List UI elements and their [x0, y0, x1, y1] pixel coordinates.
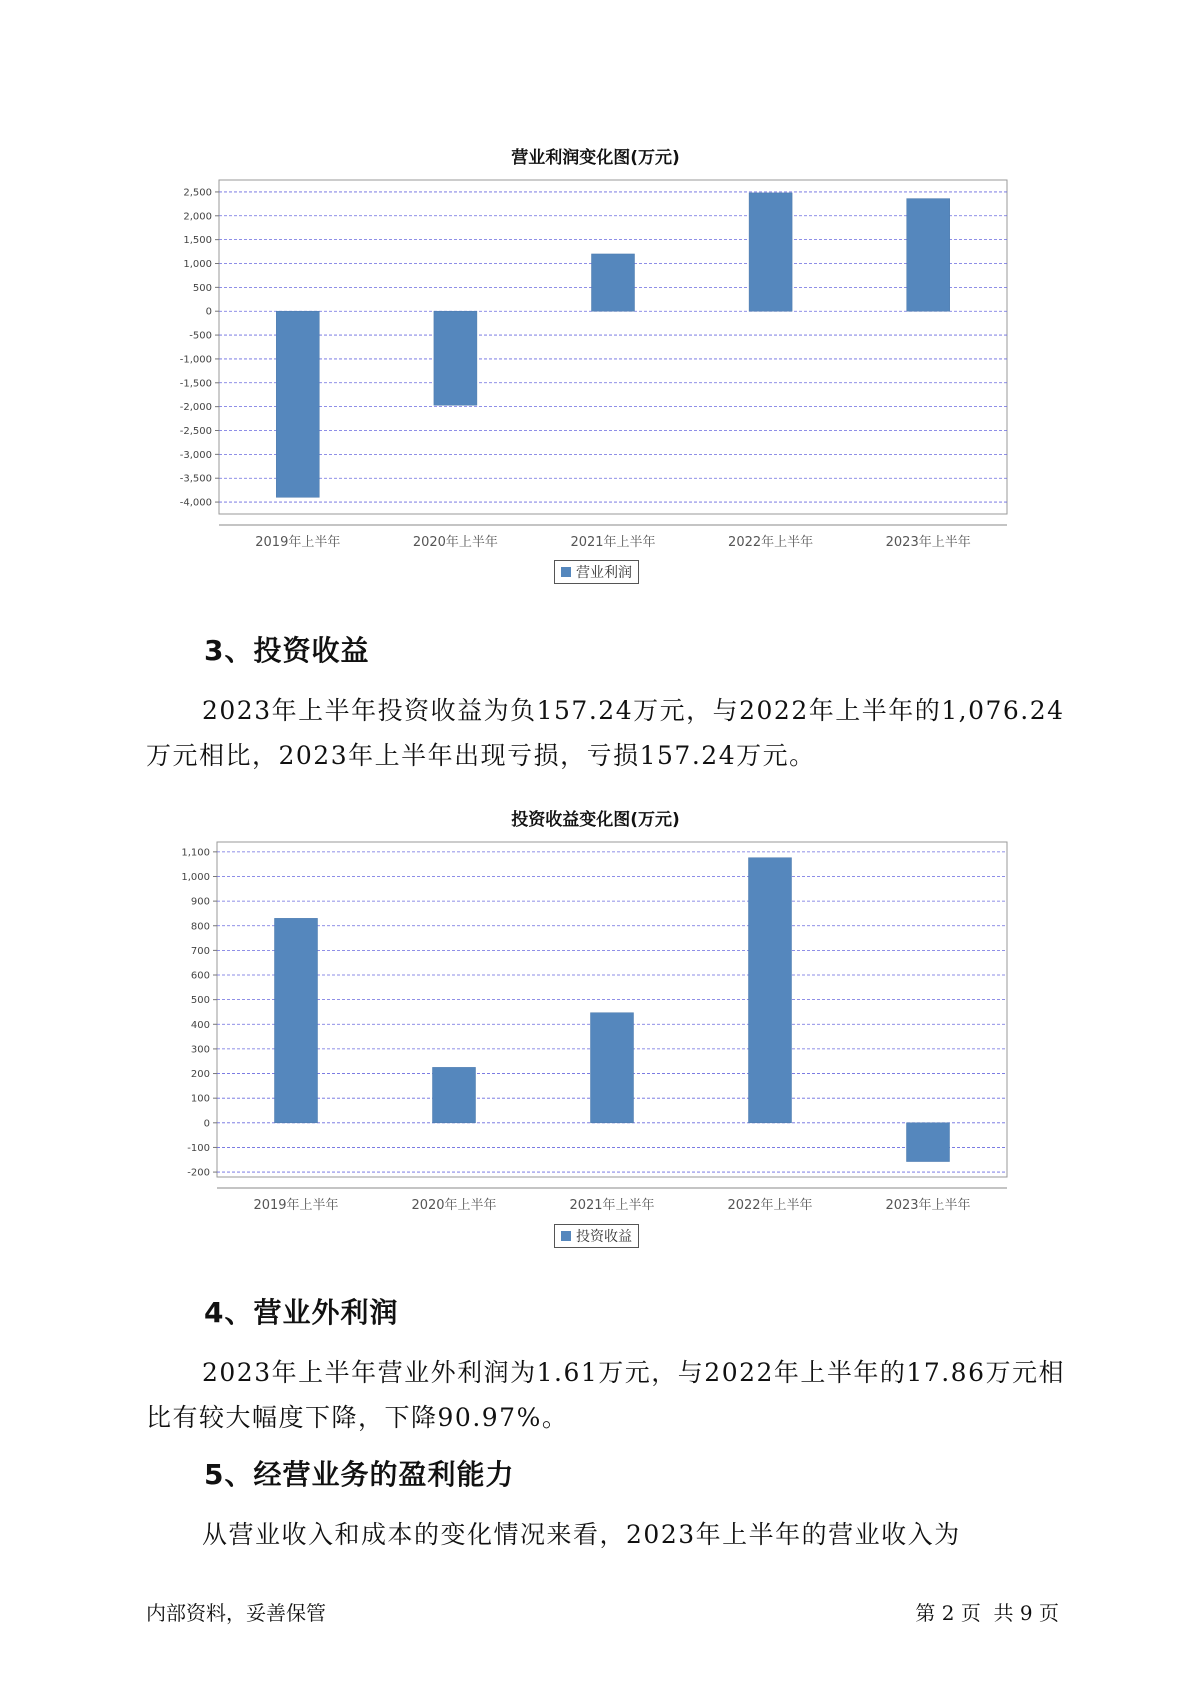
- bar: [433, 1067, 476, 1122]
- x-category-label: 2021年上半年: [569, 1198, 655, 1213]
- x-category-label: 2019年上半年: [255, 535, 341, 550]
- y-tick-label: 2,500: [183, 187, 212, 199]
- paragraph-investment-line2: 万元相比，2023年上半年出现亏损，亏损157.24万元。: [146, 741, 816, 770]
- legend-label: 营业利润: [576, 565, 632, 581]
- y-tick-label: 100: [190, 1093, 210, 1105]
- y-tick-label: 500: [192, 282, 212, 294]
- bar: [275, 918, 318, 1122]
- y-tick-label: 200: [190, 1069, 210, 1081]
- x-category-label: 2020年上半年: [412, 535, 498, 550]
- x-category-label: 2023年上半年: [885, 1198, 971, 1213]
- y-tick-label: -3,500: [179, 473, 212, 485]
- y-tick-label: -200: [187, 1167, 210, 1179]
- y-tick-label: 700: [190, 945, 210, 957]
- y-tick-label: 1,500: [183, 235, 212, 247]
- x-category-label: 2022年上半年: [727, 1198, 813, 1213]
- operating-profit-chart: [0, 170, 1191, 570]
- y-tick-label: 500: [190, 995, 210, 1007]
- plot-area: [219, 180, 1007, 514]
- y-tick-label: 600: [190, 970, 210, 982]
- y-tick-label: 1,000: [181, 871, 210, 883]
- x-category-label: 2022年上半年: [728, 535, 814, 550]
- legend-investment-income: [554, 1224, 639, 1248]
- plot-area: [217, 842, 1007, 1177]
- section-heading-investment-income: 3、投资收益: [204, 634, 370, 667]
- y-tick-label: -4,000: [179, 497, 212, 509]
- chart-title-operating-profit: 营业利润变化图(万元): [511, 148, 680, 168]
- bar: [592, 254, 635, 311]
- x-category-label: 2020年上半年: [411, 1198, 497, 1213]
- y-tick-label: -1,500: [179, 378, 212, 390]
- section-heading-profitability: 5、经营业务的盈利能力: [204, 1458, 515, 1491]
- section-heading-non-operating-profit: 4、营业外利润: [204, 1296, 399, 1329]
- legend-swatch: [561, 1231, 571, 1241]
- y-tick-label: -2,000: [179, 402, 212, 414]
- chart-title-investment-income: 投资收益变化图(万元): [511, 810, 680, 830]
- y-tick-label: 2,000: [183, 211, 212, 223]
- y-tick-label: 900: [190, 896, 210, 908]
- y-tick-label: 800: [190, 921, 210, 933]
- y-tick-label: -3,000: [179, 449, 212, 461]
- y-tick-label: 1,100: [181, 847, 210, 859]
- y-tick-label: -1,000: [179, 354, 212, 366]
- bar: [749, 858, 792, 1123]
- y-tick-label: 400: [190, 1019, 210, 1031]
- y-tick-label: 0: [203, 1118, 210, 1130]
- bar: [591, 1013, 634, 1123]
- x-category-label: 2023年上半年: [885, 535, 971, 550]
- paragraph-non-operating-line1: 2023年上半年营业外利润为1.61万元，与2022年上半年的17.86万元相: [202, 1358, 1065, 1387]
- bar: [276, 311, 319, 497]
- y-tick-label: 0: [205, 306, 212, 318]
- bar: [907, 199, 950, 312]
- legend-swatch: [561, 567, 571, 577]
- x-category-label: 2019年上半年: [253, 1198, 339, 1213]
- paragraph-investment-line1: 2023年上半年投资收益为负157.24万元，与2022年上半年的1,076.24: [202, 696, 1065, 725]
- x-category-label: 2021年上半年: [570, 535, 656, 550]
- footer-page-number: 第 2 页 共 9 页: [915, 1601, 1059, 1625]
- y-tick-label: 1,000: [183, 259, 212, 270]
- legend-label: 投资收益: [576, 1229, 632, 1245]
- bar: [434, 311, 477, 405]
- legend-operating-profit: [554, 560, 639, 584]
- footer-confidential-note: 内部资料，妥善保管: [146, 1601, 326, 1625]
- bar: [749, 193, 792, 311]
- paragraph-non-operating-line2: 比有较大幅度下降，下降90.97%。: [146, 1403, 569, 1432]
- y-tick-label: -100: [187, 1142, 210, 1154]
- paragraph-profitability-line1: 从营业收入和成本的变化情况来看，2023年上半年的营业收入为: [202, 1520, 961, 1549]
- y-tick-label: 300: [190, 1044, 210, 1056]
- investment-income-chart: [0, 832, 1191, 1232]
- y-tick-label: -500: [189, 330, 212, 342]
- y-tick-label: -2,500: [179, 426, 212, 437]
- bar: [907, 1123, 950, 1162]
